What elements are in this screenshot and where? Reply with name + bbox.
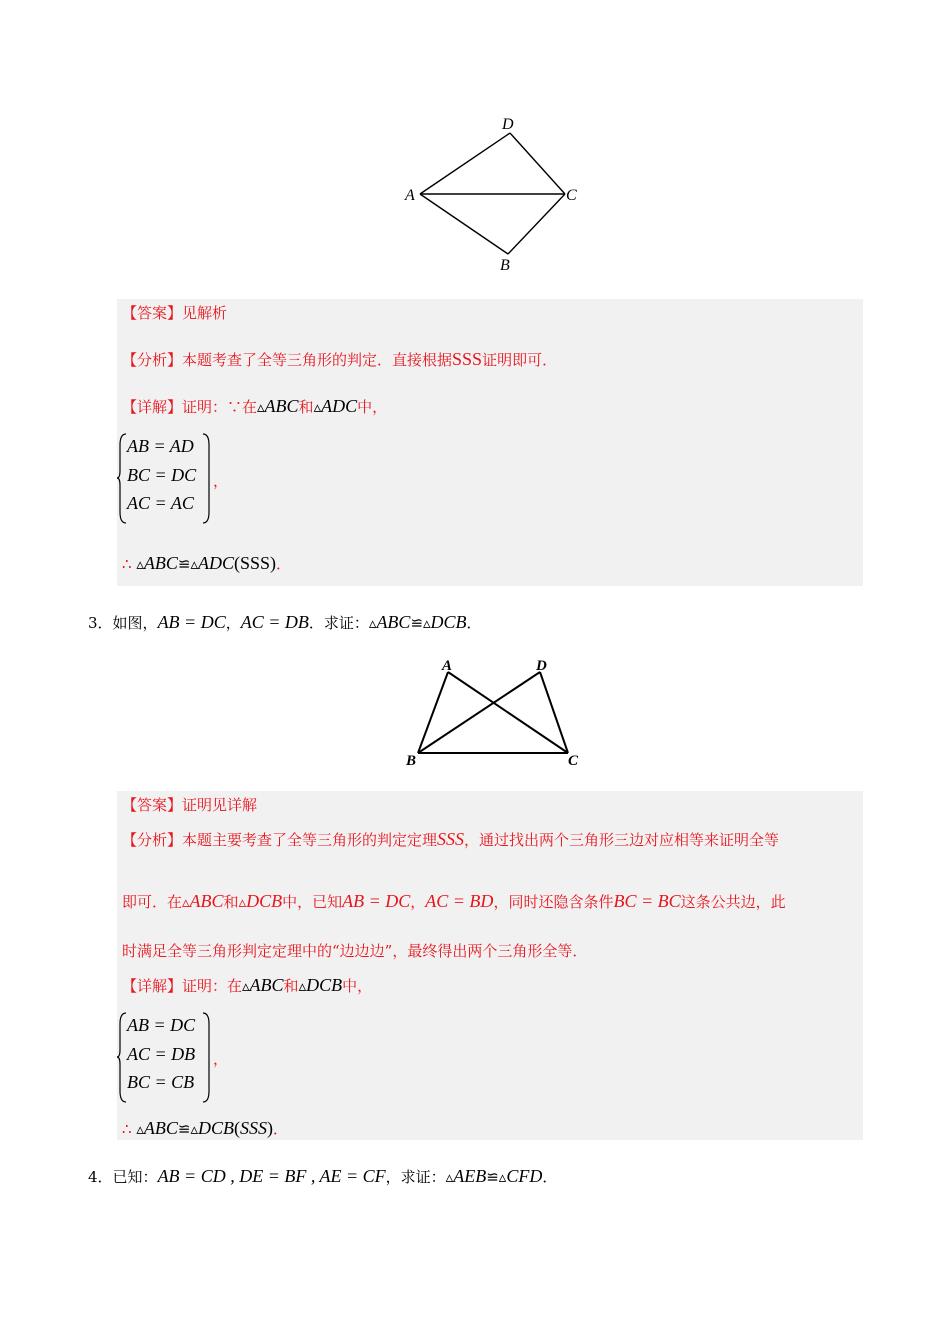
detail-prefix: 【详解】证明：在: [122, 977, 243, 995]
therefore-symbol: ∴: [122, 1120, 132, 1138]
equation-row: AB = AD: [127, 436, 194, 456]
question-number: 3．: [88, 614, 113, 632]
equation-row: BC = CB: [127, 1072, 195, 1092]
equation: AB = DC: [342, 891, 411, 911]
triangle-dcb: DCB: [246, 891, 283, 911]
question-text: ．求证：: [308, 614, 369, 632]
conclusion-line: ∴ ▵ABC≌▵ADC(SSS)．: [122, 553, 292, 573]
detail-line: [122, 396, 387, 417]
vertex-label-a: A: [405, 187, 415, 204]
conclusion-line: ∴ ▵ABC≌▵DCB(SSS)．: [122, 1118, 288, 1138]
analysis-line: [122, 349, 557, 370]
and-word: 和: [298, 398, 314, 416]
vertex-label-d: D: [502, 116, 514, 133]
triangle-cfd: CFD: [506, 1166, 543, 1186]
analysis-text: 即可．在: [122, 893, 183, 911]
segment-db: [418, 672, 540, 753]
triangle-abc: ABC: [189, 891, 224, 911]
analysis-text: ，同时还隐含条件: [493, 893, 614, 911]
analysis-suffix: 证明即可．: [482, 351, 558, 369]
congruent-symbol: ≌: [410, 614, 424, 632]
triangle-dcb: DCB: [197, 1118, 234, 1138]
triangle-adc: ADC: [197, 553, 234, 573]
analysis-line-3: 时满足全等三角形判定定理中的“边边边”，最终得出两个三角形全等．: [122, 942, 588, 960]
in-word: 中，: [342, 977, 373, 995]
question-text: ，求证：: [385, 1168, 446, 1186]
triangle-abc: ABC: [376, 612, 411, 632]
solution-block-2: [117, 791, 863, 1140]
congruent-symbol: ≌: [177, 555, 191, 573]
triangle-abc: ABC: [249, 975, 284, 995]
vertex-label-b: B: [406, 753, 417, 769]
separator: ，: [410, 893, 426, 911]
vertex-label-d: D: [536, 658, 547, 674]
analysis-text: 【分析】本题主要考查了全等三角形的判定定理: [122, 831, 438, 849]
triangle-aeb: AEB: [453, 1166, 487, 1186]
question-4: 4．已知：AB = CD , DE = BF , AE = CF，求证：▵AEB≌▵CFD．: [88, 1166, 558, 1186]
sss-term: SSS: [452, 349, 483, 369]
and-word: 和: [223, 893, 239, 911]
detail-line: 【详解】证明：在▵ABC和▵DCB中，: [122, 975, 373, 995]
sss-term: SSS: [437, 829, 465, 849]
vertex-label-b: B: [500, 257, 510, 274]
segment-ac: [448, 672, 568, 753]
question-text: 如图，: [112, 614, 158, 632]
equation-row: AC = DB: [127, 1044, 196, 1064]
end-mark: ．: [276, 555, 292, 573]
equation: AC = DB: [240, 612, 309, 632]
vertex-label-c: C: [568, 753, 579, 769]
segment-ad: [420, 133, 510, 194]
criterion-sss: SSS: [239, 1118, 267, 1138]
segment-ab: [418, 672, 448, 753]
system-comma: ，: [213, 472, 229, 490]
separator: ，: [225, 614, 241, 632]
equation: BC = BC: [613, 891, 681, 911]
analysis-text: 【分析】本题考查了全等三角形的判定．直接根据: [122, 351, 453, 369]
analysis-text: 中，已知: [282, 893, 343, 911]
triangle-abc: ABC: [264, 396, 299, 416]
equation: AC = BD: [425, 891, 494, 911]
segment-dc: [540, 672, 568, 753]
end-mark: ．: [466, 614, 482, 632]
triangle-adc: ADC: [321, 396, 358, 416]
in-word: 中，: [357, 398, 388, 416]
segment-bc: [508, 194, 565, 254]
end-mark: ．: [542, 1168, 558, 1186]
vertex-label-a: A: [442, 658, 453, 674]
congruent-symbol: ≌: [177, 1120, 191, 1138]
criterion-sss: SSS: [239, 553, 271, 573]
equation-row: BC = DC: [127, 465, 197, 485]
analysis-line-1: [122, 829, 779, 850]
equations: AB = CD , DE = BF , AE = CF: [157, 1166, 386, 1186]
vertex-label-c: C: [566, 187, 577, 204]
triangle-abc: ABC: [143, 553, 178, 573]
analysis-text: ，通过找出两个三角形三边对应相等来证明全等: [464, 831, 780, 849]
equation-row: AC = AC: [127, 493, 194, 513]
equation-row: AB = DC: [127, 1015, 196, 1035]
question-text: 已知：: [112, 1168, 158, 1186]
triangle-abc: ABC: [143, 1118, 178, 1138]
therefore-symbol: ∴: [122, 555, 132, 573]
detail-prefix: 【详解】证明：∵在: [122, 398, 258, 416]
figure-crossing-triangles: [400, 655, 590, 770]
analysis-text: 这条公共边，此: [680, 893, 786, 911]
analysis-line-2: 即可．在▵ABC和▵DCB中，已知AB = DC，AC = BD，同时还隐含条件BC = BC这条公共边，此: [122, 891, 786, 911]
figure-quadrilateral-abcd: [395, 110, 595, 280]
question-number: 4．: [88, 1168, 113, 1186]
and-word: 和: [283, 977, 299, 995]
end-mark: ．: [272, 1120, 288, 1138]
congruent-symbol: ≌: [486, 1168, 499, 1186]
triangle-dcb: DCB: [430, 612, 467, 632]
answer-line: 【答案】见解析: [122, 304, 228, 322]
solution-block-1: [117, 299, 863, 586]
triangle-dcb: DCB: [306, 975, 343, 995]
system-comma: ，: [213, 1050, 229, 1068]
triangle-symbol: ▵: [313, 398, 322, 416]
answer-line: 【答案】证明见详解: [122, 796, 258, 814]
question-3: 3．如图，AB = DC，AC = DB．求证：▵ABC≌▵DCB．: [88, 612, 482, 632]
segment-ab: [420, 194, 508, 254]
triangle-symbol: ▵: [257, 398, 265, 416]
equation: AB = DC: [157, 612, 226, 632]
segment-dc: [510, 133, 565, 194]
